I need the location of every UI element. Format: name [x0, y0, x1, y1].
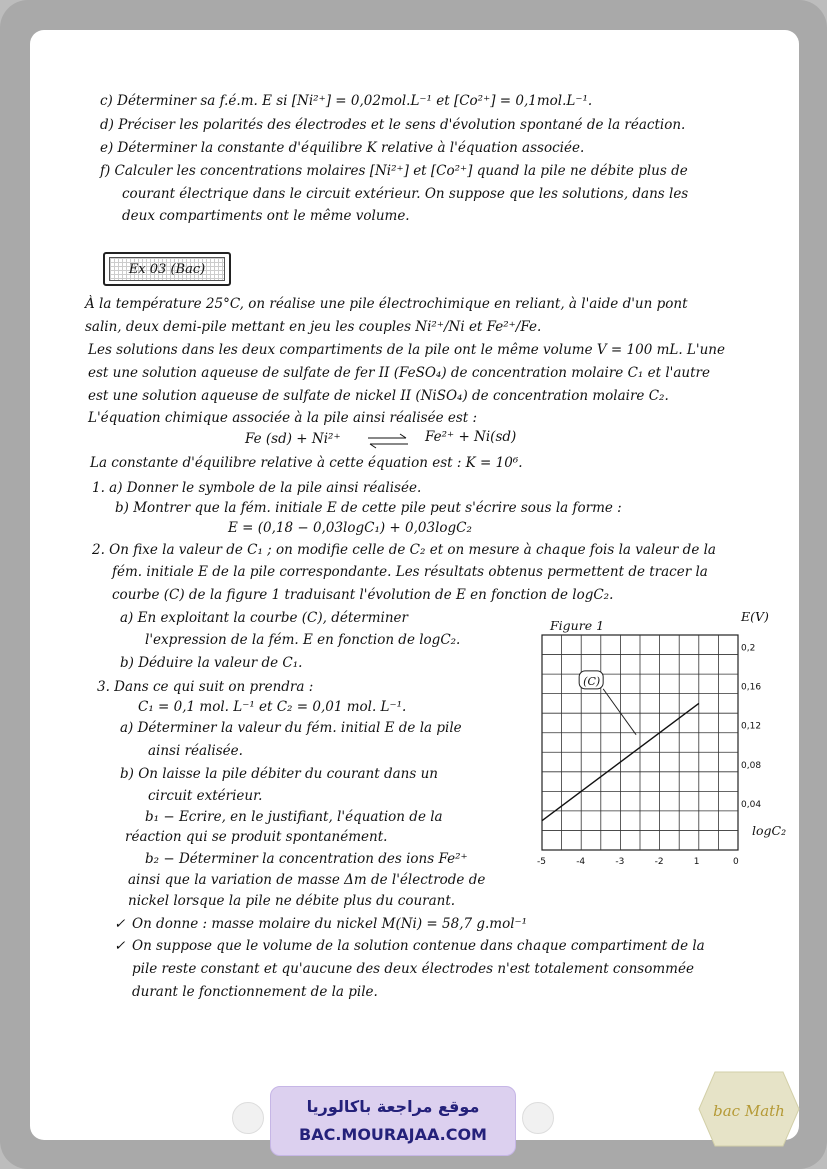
curve-label: (C) — [583, 674, 601, 688]
site-logo-icon — [232, 1102, 264, 1134]
q3-a-line2: ainsi réalisée. — [148, 743, 243, 759]
question-f-line3: deux compartiments ont le même volume. — [122, 208, 410, 224]
intro-line: L'équation chimique associée à la pile ainsi réalisée est : — [88, 410, 478, 426]
x-tick-label: 0 — [733, 857, 739, 867]
q2-a-line1: a) En exploitant la courbe (C), déterminer — [120, 610, 408, 626]
note-volume-line2: pile reste constant et qu'aucune des deux électrodes n'est totalement consommée — [132, 961, 694, 977]
intro-line: salin, deux demi-pile mettant en jeu les couples Ni²⁺/Ni et Fe²⁺/Fe. — [85, 319, 542, 335]
q2-line2: fém. initiale E de la pile correspondante. Les résultats obtenus permettent de tracer la — [112, 564, 708, 580]
note-volume-line3: durant le fonctionnement de la pile. — [132, 984, 378, 1000]
site-logo-icon — [522, 1102, 554, 1134]
q3-b2-line1: b₂ − Déterminer la concentration des ions Fe²⁺ — [145, 851, 468, 867]
equation-left: Fe (sd) + Ni²⁺ — [245, 431, 341, 447]
footer-arabic-title: موقع مراجعة باكالوريا — [306, 1097, 480, 1116]
question-f-line2: courant électrique dans le circuit extérieur. On suppose que les solutions, dans les — [122, 186, 689, 202]
q3-b2-line2: ainsi que la variation de masse Δm de l'électrode de — [128, 872, 486, 888]
q3-b-line2: circuit extérieur. — [148, 788, 263, 804]
q3-b1-line1: b₁ − Ecrire, en le justifiant, l'équation de la — [145, 809, 443, 825]
q1-formula: E = (0,18 − 0,03logC₁) + 0,03logC₂ — [228, 520, 472, 536]
q2-line3: courbe (C) de la figure 1 traduisant l'évolution de E en fonction de logC₂. — [112, 587, 614, 603]
figure-title: Figure 1 — [550, 618, 605, 633]
y-tick-label: 0,04 — [741, 799, 762, 810]
bac-math-badge-icon — [697, 1068, 801, 1150]
equation-right: Fe²⁺ + Ni(sd) — [425, 429, 517, 445]
q3-b-line1: b) On laisse la pile débiter du courant dans un — [120, 766, 438, 782]
question-d: d) Préciser les polarités des électrodes et le sens d'évolution spontané de la réaction. — [100, 117, 686, 133]
exercise-title-box — [103, 252, 231, 286]
x-axis-label: logC₂ — [752, 823, 787, 838]
q2-b: b) Déduire la valeur de C₁. — [120, 655, 303, 671]
q3-line2: C₁ = 0,1 mol. L⁻¹ et C₂ = 0,01 mol. L⁻¹. — [138, 699, 407, 715]
check-icon: ✓ — [114, 938, 126, 954]
intro-line: est une solution aqueuse de sulfate de nickel II (NiSO₄) de concentration molaire C₂. — [88, 388, 669, 404]
exercise-title: Ex 03 (Bac) — [128, 261, 206, 277]
question-e: e) Déterminer la constante d'équilibre K relative à l'équation associée. — [100, 140, 585, 156]
figure-1-chart — [530, 605, 795, 875]
q3-a-line1: a) Déterminer la valeur du fém. initial E de la pile — [120, 720, 462, 736]
constant-line: La constante d'équilibre relative à cette équation est : K = 10⁶. — [90, 455, 523, 471]
x-tick-label: 1 — [693, 857, 700, 867]
q3-b1-line2: réaction qui se produit spontanément. — [125, 829, 388, 845]
y-axis-label: E(V) — [741, 609, 769, 624]
x-tick-label: -3 — [615, 857, 625, 867]
q1-b: b) Montrer que la fém. initiale E de cette pile peut s'écrire sous la forme : — [115, 500, 622, 516]
badge-text: bac Math — [713, 1102, 785, 1120]
intro-line: Les solutions dans les deux compartiments de la pile ont le même volume V = 100 mL. L'une — [88, 342, 725, 358]
question-c: c) Déterminer sa f.é.m. E si [Ni²⁺] = 0,02mol.L⁻¹ et [Co²⁺] = 0,1mol.L⁻¹. — [100, 93, 593, 109]
footer-banner[interactable] — [270, 1086, 516, 1156]
note-molar-mass: On donne : masse molaire du nickel M(Ni) = 58,7 g.mol⁻¹ — [132, 916, 528, 932]
y-tick-label: 0,08 — [741, 760, 762, 771]
x-tick-label: -5 — [537, 857, 546, 867]
question-f-line1: f) Calculer les concentrations molaires [Ni²⁺] et [Co²⁺] quand la pile ne débite plus de — [100, 163, 688, 179]
x-tick-label: -4 — [576, 857, 586, 867]
intro-line: est une solution aqueuse de sulfate de fer II (FeSO₄) de concentration molaire C₁ et l'autre — [88, 365, 710, 381]
q2-line1: 2. On fixe la valeur de C₁ ; on modifie celle de C₂ et on mesure à chaque fois la valeur de la — [92, 542, 716, 558]
y-tick-label: 0,2 — [741, 643, 756, 654]
equilibrium-arrows-icon — [366, 433, 410, 449]
q2-a-line2: l'expression de la fém. E en fonction de logC₂. — [145, 632, 461, 648]
y-tick-label: 0,12 — [741, 721, 762, 732]
curve-label-pointer — [603, 689, 636, 735]
footer-url[interactable]: BAC.MOURAJAA.COM — [299, 1125, 487, 1144]
y-tick-label: 0,16 — [741, 682, 762, 693]
intro-line: À la température 25°C, on réalise une pile électrochimique en reliant, à l'aide d'un pont — [85, 296, 688, 312]
q3-b2-line3: nickel lorsque la pile ne débite plus du courant. — [128, 893, 456, 909]
check-icon: ✓ — [114, 916, 126, 932]
x-tick-label: -2 — [654, 857, 664, 867]
q3-line1: 3. Dans ce qui suit on prendra : — [97, 679, 314, 695]
note-volume-line1: On suppose que le volume de la solution contenue dans chaque compartiment de la — [132, 938, 705, 954]
q1-a: 1. a) Donner le symbole de la pile ainsi réalisée. — [92, 480, 422, 496]
